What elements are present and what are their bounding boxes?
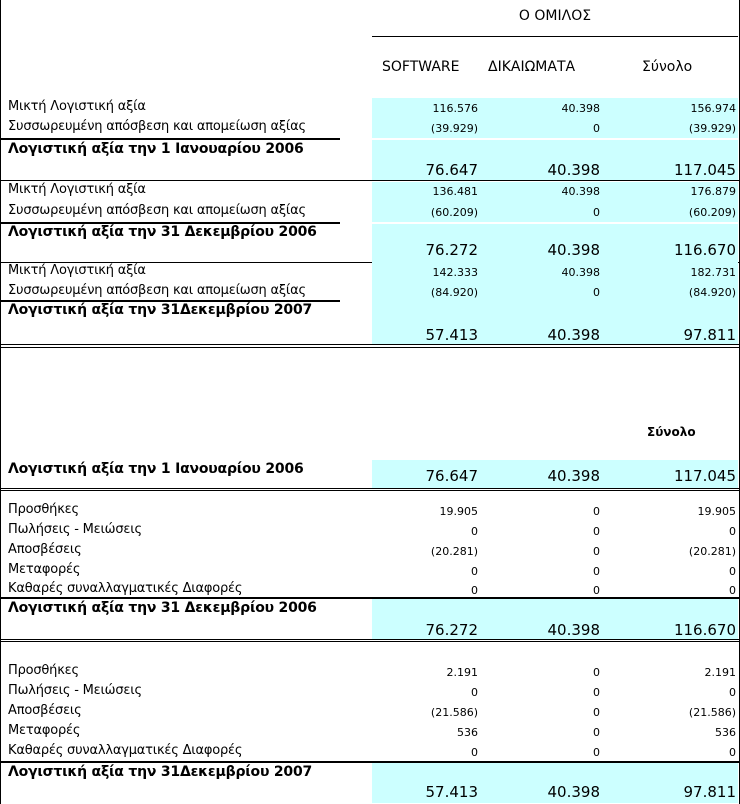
row-label: Μικτή Λογιστική αξία	[8, 99, 146, 114]
row-label: Προσθήκες	[8, 502, 79, 517]
divider	[0, 347, 740, 348]
table-row	[0, 683, 740, 703]
value-rights: 0	[593, 746, 600, 759]
table-row	[0, 562, 740, 582]
total-row	[0, 302, 740, 344]
row-label: Μεταφορές	[8, 723, 81, 738]
total-label: Λογιστική αξία την 31Δεκεμβρίου 2007	[8, 302, 313, 318]
total-total: 116.670	[673, 621, 736, 639]
value-rights: 0	[593, 706, 600, 719]
value-software: 0	[471, 584, 478, 597]
row-label: Προσθήκες	[8, 663, 79, 678]
row-label: Μικτή Λογιστική αξία	[8, 182, 146, 197]
value-rights: 0	[593, 525, 600, 538]
row-label: Συσσωρευμένη απόσβεση και απομείωση αξίας	[8, 119, 306, 134]
row-label: Μεταφορές	[8, 562, 81, 577]
table-row	[0, 723, 740, 743]
value-software: 0	[471, 746, 478, 759]
total-row	[0, 763, 740, 803]
row-label: Πωλήσεις - Μειώσεις	[8, 683, 142, 698]
divider	[0, 490, 740, 491]
total-row	[0, 460, 740, 488]
value-cell-bg	[372, 202, 738, 222]
total-total: 117.045	[673, 161, 736, 179]
value-software: 0	[471, 686, 478, 699]
value-rights: 0	[593, 726, 600, 739]
value-cell-bg	[372, 98, 738, 118]
value-total: (20.281)	[688, 545, 736, 558]
table-row	[0, 118, 740, 138]
value-rights: 0	[593, 505, 600, 518]
value-total: 0	[729, 565, 736, 578]
value-total: (21.586)	[688, 706, 736, 719]
col-software-header: SOFTWARE	[382, 59, 460, 75]
col-total-header: Σύνολο	[642, 59, 693, 75]
total-row	[0, 224, 740, 262]
total-label: Λογιστική αξία την 31 Δεκεμβρίου 2006	[8, 600, 317, 616]
row-label: Μικτή Λογιστική αξία	[8, 263, 146, 278]
total-rights: 40.398	[547, 326, 600, 344]
group-header: Ο ΟΜΙΛΟΣ	[518, 8, 592, 24]
total-software: 76.647	[425, 161, 478, 179]
value-software: 142.333	[432, 266, 478, 279]
header-rule	[372, 36, 738, 37]
value-total: 0	[729, 525, 736, 538]
value-software: (60.209)	[430, 206, 478, 219]
table-row	[0, 98, 740, 118]
total-software: 57.413	[425, 783, 478, 801]
value-total: 536	[715, 726, 736, 739]
total-rights: 40.398	[547, 161, 600, 179]
value-rights: 0	[593, 545, 600, 558]
total-total: 116.670	[673, 241, 736, 259]
total-software: 76.272	[425, 621, 478, 639]
total-rights: 40.398	[547, 241, 600, 259]
value-software: (21.586)	[430, 706, 478, 719]
value-total: 182.731	[690, 266, 736, 279]
total-total: 97.811	[683, 783, 736, 801]
table-row	[0, 703, 740, 723]
value-total: 176.879	[690, 185, 736, 198]
value-software: 116.576	[432, 102, 478, 115]
row-label: Αποσβέσεις	[8, 703, 82, 718]
total-software: 76.647	[425, 467, 478, 485]
divider	[0, 488, 740, 489]
value-software: 136.481	[432, 185, 478, 198]
value-rights: 0	[593, 584, 600, 597]
total-label: Λογιστική αξία την 31Δεκεμβρίου 2007	[8, 764, 313, 780]
total-label: Λογιστική αξία την 31 Δεκεμβρίου 2006	[8, 224, 317, 240]
row-label: Αποσβέσεις	[8, 542, 82, 557]
table-row	[0, 522, 740, 542]
value-rights: 0	[593, 206, 600, 219]
table-row	[0, 542, 740, 562]
col-rights-header: ΔΙΚΑΙΩΜΑΤΑ	[488, 59, 576, 75]
divider	[0, 641, 740, 642]
value-rights: 0	[593, 122, 600, 135]
value-total: 2.191	[704, 666, 736, 679]
value-cell-bg	[372, 282, 738, 302]
table-row	[0, 282, 740, 302]
value-total: 156.974	[690, 102, 736, 115]
value-software: (20.281)	[430, 545, 478, 558]
total-rights: 40.398	[547, 467, 600, 485]
divider	[0, 180, 740, 181]
value-software: (39.929)	[430, 122, 478, 135]
total-software: 76.272	[425, 241, 478, 259]
value-total: 0	[729, 584, 736, 597]
total-row	[0, 140, 740, 180]
value-rights: 40.398	[561, 102, 600, 115]
value-software: (84.920)	[430, 286, 478, 299]
value-total: (60.209)	[688, 206, 736, 219]
value-rights: 0	[593, 565, 600, 578]
table-row	[0, 262, 740, 282]
total-total: 97.811	[683, 326, 736, 344]
table-row	[0, 202, 740, 222]
row-label: Συσσωρευμένη απόσβεση και απομείωση αξίας	[8, 203, 306, 218]
total-row	[0, 599, 740, 639]
value-software: 0	[471, 525, 478, 538]
value-total: (39.929)	[688, 122, 736, 135]
value-rights: 40.398	[561, 185, 600, 198]
value-rights: 0	[593, 286, 600, 299]
value-software: 0	[471, 565, 478, 578]
total-total: 117.045	[673, 467, 736, 485]
divider	[0, 344, 740, 345]
value-cell-bg	[372, 118, 738, 138]
value-rights: 0	[593, 666, 600, 679]
value-total: 19.905	[697, 505, 736, 518]
table-row	[0, 502, 740, 522]
total-label: Λογιστική αξία την 1 Ιανουαρίου 2006	[8, 141, 304, 157]
value-software: 536	[457, 726, 478, 739]
table-row	[0, 663, 740, 683]
value-rights: 40.398	[561, 266, 600, 279]
total-software: 57.413	[425, 326, 478, 344]
table-row	[0, 182, 740, 202]
divider	[0, 639, 740, 640]
row-label: Καθαρές συναλλαγματικές Διαφορές	[8, 581, 243, 596]
value-software: 2.191	[446, 666, 478, 679]
row-label: Πωλήσεις - Μειώσεις	[8, 522, 142, 537]
total-label: Λογιστική αξία την 1 Ιανουαρίου 2006	[8, 461, 304, 477]
table-row	[0, 743, 740, 763]
value-cell-bg	[372, 262, 738, 282]
col-total-header: Σύνολο	[647, 425, 696, 439]
total-rights: 40.398	[547, 621, 600, 639]
total-rights: 40.398	[547, 783, 600, 801]
value-cell-bg	[372, 182, 738, 202]
value-total: 0	[729, 746, 736, 759]
value-software: 19.905	[439, 505, 478, 518]
value-total: (84.920)	[688, 286, 736, 299]
row-label: Συσσωρευμένη απόσβεση και απομείωση αξίας	[8, 283, 306, 298]
row-label: Καθαρές συναλλαγματικές Διαφορές	[8, 743, 243, 758]
value-total: 0	[729, 686, 736, 699]
value-rights: 0	[593, 686, 600, 699]
